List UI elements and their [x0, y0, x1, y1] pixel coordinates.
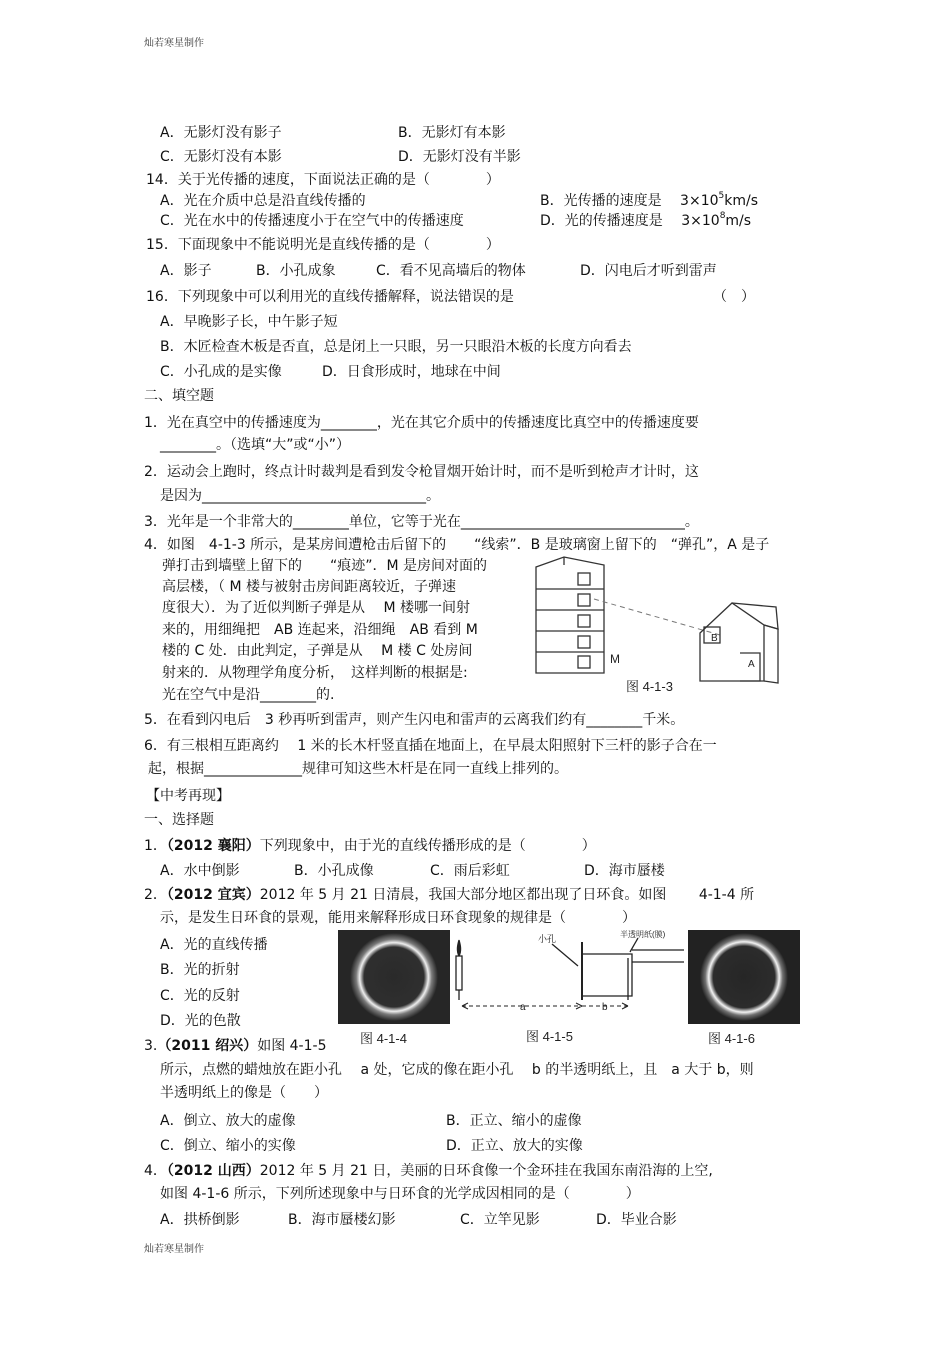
exam-recap-heading: 【中考再现】	[146, 788, 230, 804]
exam-q2-stem: 2．（2012 宜宾）2012 年 5 月 21 日清晨，我国大部分地区都出现了日环食。如图 4-1-4 所	[144, 887, 755, 903]
fill-6-line1: 6．有三根相互距离约 1 米的长木杆竖直插在地面上，在早晨太阳照射下三杆的影子合在一	[144, 738, 717, 754]
exam-q3-stem-line3: 半透明纸上的像是（ ）	[160, 1085, 328, 1101]
figure-caption: 图 4-1-3	[626, 679, 673, 694]
q16-stem: 16．下列现象中可以利用光的直线传播解释，说法错误的是	[146, 289, 514, 305]
fill-3: 3．光年是一个非常大的________单位，它等于光在________________________________。	[144, 514, 699, 530]
q14-option-b: B．光传播的速度是 $3\times 10^5km/s$	[540, 191, 759, 209]
fill-4-line8: 光在空气中是沿________的.	[162, 687, 335, 703]
q13-option-c: C．无影灯没有本影	[160, 149, 282, 165]
candle	[456, 956, 462, 990]
flame	[457, 940, 460, 956]
exam-q2-stem-line2: 示，是发生日环食的景观，能用来解释形成日环食现象的规律是（ ）	[160, 910, 636, 926]
figure-caption: 图 4-1-5	[526, 1029, 573, 1044]
fill-4-line6: 楼的 C 处．由此判定，子弹是从 M 楼 C 处房间	[162, 643, 473, 659]
figure-caption: 图 4-1-6	[708, 1031, 755, 1046]
exam-q1-stem: 1．（2012 襄阳）下列现象中，由于光的直线传播形成的是（ ）	[144, 838, 596, 854]
eclipse-ring	[700, 933, 788, 1021]
q13-option-a: A．无影灯没有影子	[160, 125, 282, 141]
label-b: B	[711, 633, 718, 644]
q16-option-b: B．木匠检查木板是否直，总是闭上一只眼，另一只眼沿木板的长度方向看去	[160, 339, 632, 355]
exam-q4-stem-line2: 如图 4-1-6 所示，下列所述现象中与日环食的光学成因相同的是（ ）	[160, 1186, 640, 1202]
exam-q3-option-d: D．正立、放大的实像	[446, 1138, 583, 1154]
q14-option-a: A．光在介质中总是沿直线传播的	[160, 193, 366, 209]
label-a: A	[748, 659, 755, 670]
exam-q4-option-a: A．拱桥倒影	[160, 1212, 240, 1228]
q15-option-b: B．小孔成象	[256, 263, 336, 279]
fill-4-line7: 射来的．从物理学角度分析， 这样判断的根据是:	[162, 665, 468, 681]
exam-q3-stem: 3.（2011 绍兴）如图 4-1-5	[144, 1038, 327, 1054]
fill-4-line2: 弹打击到墙壁上留下的 “痕迹”．M 是房间对面的	[162, 558, 488, 574]
label-b: b	[602, 1002, 608, 1013]
label-m: M	[610, 652, 620, 666]
q14-option-c: C．光在水中的传播速度小于在空气中的传播速度	[160, 213, 464, 229]
eclipse-ring	[350, 933, 438, 1021]
exam-q4-option-d: D．毕业合影	[596, 1212, 677, 1228]
exam-q3-stem-line2: 所示，点燃的蜡烛放在距小孔 a 处，它成的像在距小孔 b 的半透明纸上，且 a 大于 b，则	[160, 1062, 754, 1078]
label-a: a	[520, 1002, 526, 1013]
label-hole: 小孔	[538, 934, 557, 944]
fill-5: 5．在看到闪电后 3 秒再听到雷声，则产生闪电和雷声的云离我们约有________千米。	[144, 712, 685, 728]
q13-option-b: B．无影灯有本影	[398, 125, 506, 141]
figure-4-1-5	[448, 928, 688, 1048]
exam-q1-option-c: C．雨后彩虹	[430, 863, 510, 879]
fill-4-line4: 度很大）．为了近似判断子弹是从 M 楼哪一间射	[162, 600, 470, 616]
label-paper: 半透明纸(膜)	[620, 930, 666, 939]
q16-option-a: A．早晚影子长，中午影子短	[160, 314, 338, 330]
fill-4-line1: 4．如图 4-1-3 所示，是某房间遭枪击后留下的 “线索”．B 是玻璃窗上留下的 “弹孔”，A 是子	[144, 537, 770, 553]
page-footer: 灿若寒星制作	[144, 1244, 204, 1255]
q15-option-c: C．看不见高墙后的物体	[376, 263, 526, 279]
exam-q1-option-a: A．水中倒影	[160, 863, 240, 879]
q14-stem: 14．关于光传播的速度，下面说法正确的是（ ）	[146, 172, 500, 188]
fill-6-line2: 起，根据______________规律可知这些木杆是在同一直线上排列的。	[148, 761, 568, 777]
q16-answer-paren: （ ）	[713, 289, 755, 305]
fill-1-line2: ________。（选填“大”或“小”）	[160, 437, 351, 453]
q16-option-c: C．小孔成的是实像	[160, 364, 282, 380]
exam-q3-option-a: A．倒立、放大的虚像	[160, 1113, 296, 1129]
fill-2-line1: 2．运动会上跑时，终点计时裁判是看到发令枪冒烟开始计时，而不是听到枪声才计时，这	[144, 464, 699, 480]
exam-q2-option-b: B．光的折射	[160, 962, 240, 978]
exam-q2-option-d: D．光的色散	[160, 1013, 241, 1029]
section-heading-fill: 二、填空题	[144, 388, 214, 404]
q15-stem: 15．下面现象中不能说明光是直线传播的是（ ）	[146, 237, 500, 253]
fill-2-line2: 是因为________________________________。	[160, 488, 440, 504]
exam-q1-option-d: D．海市蜃楼	[584, 863, 665, 879]
figure-4-1-3	[528, 555, 803, 700]
figure-caption: 图 4-1-4	[360, 1031, 407, 1046]
exam-q4-option-b: B．海市蜃楼幻影	[288, 1212, 396, 1228]
page-header: 灿若寒星制作	[144, 38, 204, 49]
fill-1-line1: 1．光在真空中的传播速度为________，光在其它介质中的传播速度比真空中的传播速度要	[144, 415, 699, 431]
exam-q4-option-c: C．立竿见影	[460, 1212, 540, 1228]
section-heading-choice: 一、选择题	[144, 812, 214, 828]
figure-4-1-6	[686, 930, 806, 1048]
exam-q4-stem: 4．（2012 山西）2012 年 5 月 21 日，美丽的日环食像一个金环挂在我国东南沿海的上空,	[144, 1163, 713, 1179]
building-m	[536, 557, 604, 673]
exam-q1-option-b: B．小孔成像	[294, 863, 374, 879]
fill-4-line3: 高层楼，（ M 楼与被射击房间距离较近，子弹速	[162, 579, 456, 595]
exam-q2-option-c: C．光的反射	[160, 988, 240, 1004]
exam-q3-option-b: B．正立、缩小的虚像	[446, 1113, 582, 1129]
exam-q2-option-a: A．光的直线传播	[160, 937, 268, 953]
q16-option-d: D．日食形成时，地球在中间	[322, 364, 501, 380]
exam-q3-option-c: C．倒立、缩小的实像	[160, 1138, 296, 1154]
q15-option-d: D．闪电后才听到雷声	[580, 263, 717, 279]
q14-option-d: D．光的传播速度是 $3\times 10^8m/s$	[540, 211, 752, 229]
q15-option-a: A．影子	[160, 263, 212, 279]
q13-option-d: D．无影灯没有半影	[398, 149, 521, 165]
fill-4-line5: 来的，用细绳把 AB 连起来，沿细绳 AB 看到 M	[162, 622, 478, 638]
